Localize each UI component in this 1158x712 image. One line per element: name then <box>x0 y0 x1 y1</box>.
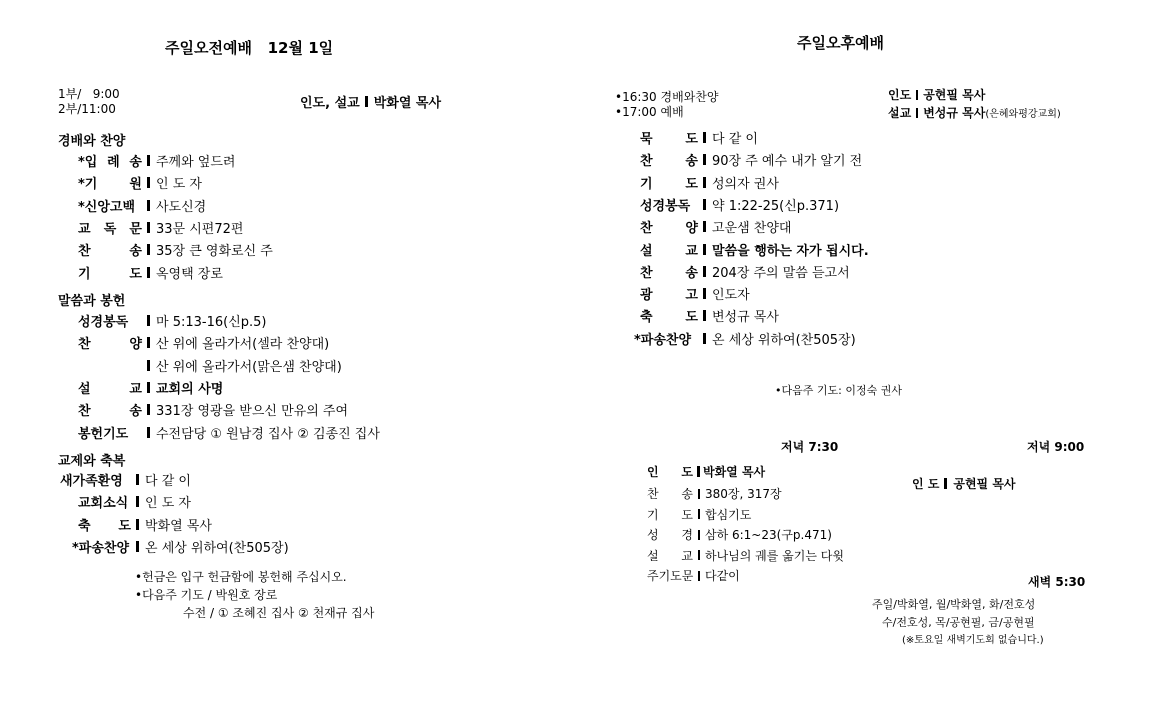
order-item-label: 찬 양 <box>640 221 698 237</box>
order-item <box>78 196 206 215</box>
order-item-label: 새가족환영 <box>60 474 123 489</box>
afternoon-leader-value: 공현필 목사 <box>923 88 986 102</box>
order-item <box>647 526 832 543</box>
divider-bar <box>703 154 706 165</box>
order-item-label: 광 고 <box>640 288 698 304</box>
order-item-value: 산 위에 올라가서(맑은샘 찬양대) <box>156 359 342 375</box>
order-item-value: 교회의 사명 <box>156 381 224 397</box>
order-item-label: 기 도 <box>640 176 698 192</box>
order-item-label: *입 례 송 <box>78 155 142 170</box>
divider-bar <box>147 177 150 188</box>
order-item-value: 주께와 엎드려 <box>156 155 236 170</box>
order-item <box>647 567 740 584</box>
order-item <box>78 151 235 170</box>
order-item-label: 기 도 <box>78 266 142 282</box>
order-item-value: 마 5:13-16(신p.5) <box>156 315 267 330</box>
order-item-value: 인 도 자 <box>145 496 191 512</box>
order-item <box>640 195 839 214</box>
order-item-value: 하나님의 궤를 옮기는 다윗 <box>705 548 844 563</box>
order-item <box>647 485 782 502</box>
section-word: 말씀과 봉헌 <box>58 294 126 309</box>
order-item-value: 331장 영광을 받으신 만유의 주여 <box>156 404 349 420</box>
order-item <box>78 311 266 330</box>
afternoon-preacher-value: 변성규 목사 <box>923 106 986 120</box>
divider-bar <box>147 404 150 415</box>
order-item <box>640 306 779 325</box>
order-item-value: 204장 주의 말씀 듣고서 <box>712 265 850 281</box>
order-item-value: 다같이 <box>705 569 740 583</box>
order-item-label: 묵 도 <box>640 132 698 147</box>
order-item-value: 삼하 6:1~23(구p.471) <box>705 528 832 542</box>
evening-730-leader-value: 박화열 목사 <box>703 465 766 479</box>
section-fellowship: 교제와 축복 <box>58 454 126 469</box>
order-item <box>78 333 329 352</box>
divider-bar <box>703 199 706 210</box>
divider-bar <box>147 360 150 371</box>
order-item-label: 성 경 <box>647 528 693 542</box>
order-item <box>78 173 202 192</box>
order-item <box>634 329 856 348</box>
evening-900-title: 저녁 9:00 <box>1027 440 1085 454</box>
order-item <box>78 263 223 282</box>
divider-bar <box>703 333 706 344</box>
order-item <box>640 217 791 236</box>
dawn-line-1: 주일/박화열, 월/박화열, 화/전호성 <box>872 598 1036 611</box>
order-item-value: 박화열 목사 <box>145 518 212 534</box>
divider-bar <box>147 382 150 393</box>
afternoon-service-title: 주일오후예배 <box>797 34 884 52</box>
order-item-value: 사도신경 <box>156 199 207 215</box>
order-item-value: 산 위에 올라가서(셀라 찬양대) <box>156 337 330 353</box>
order-item-value: 380장, 317장 <box>705 487 782 501</box>
order-item-value: 말씀을 행하는 자가 됩시다. <box>712 243 869 259</box>
afternoon-time-1: •16:30 경배와찬양 <box>615 90 719 104</box>
leader-value: 박화열 목사 <box>373 96 442 111</box>
order-item-value: 약 1:22-25(신p.371) <box>712 198 840 214</box>
divider-bar <box>703 244 706 255</box>
morning-leader <box>300 92 441 111</box>
dawn-line-3: (※토요일 새벽기도회 없습니다.) <box>902 635 1044 646</box>
order-item <box>640 128 758 147</box>
order-item-value: 다 같 이 <box>712 132 758 147</box>
order-item <box>640 284 750 303</box>
evening-900-leader-value: 공현필 목사 <box>953 477 1016 491</box>
divider-bar <box>147 337 150 348</box>
evening-900-leader-label: 인 도 <box>912 477 940 491</box>
afternoon-next-prayer: •다음주 기도: 이정숙 권사 <box>775 384 902 397</box>
order-item-value: 온 세상 위하여(찬505장) <box>712 332 856 348</box>
divider-bar <box>944 478 947 489</box>
order-item <box>640 262 850 281</box>
evening-730-title: 저녁 7:30 <box>781 440 839 454</box>
morning-service-title: 주일오전예배 12월 1일 <box>165 39 334 57</box>
order-item-value: 인 도 자 <box>156 177 202 193</box>
evening-900-leader <box>912 475 1016 492</box>
order-item <box>78 492 191 511</box>
order-item <box>640 150 862 169</box>
divider-bar <box>147 267 150 278</box>
order-item-label: *파송찬양 <box>72 540 130 556</box>
order-item-value: 합심기도 <box>705 507 752 522</box>
order-item-label: 설 교 <box>78 381 142 397</box>
order-item <box>78 515 212 534</box>
divider-bar <box>698 489 700 499</box>
afternoon-preacher-label: 설교 <box>888 106 912 120</box>
order-item-value: 수전담당 ① 원남경 집사 ② 김종진 집사 <box>156 426 380 442</box>
order-item-label: *파송찬양 <box>634 332 692 348</box>
order-item-value: 다 같 이 <box>145 474 191 489</box>
dawn-line-2: 수/전호성, 목/공현필, 금/공현필 <box>882 616 1035 629</box>
order-item-label: 성경봉독 <box>78 315 129 330</box>
evening-730-leader-label: 인 도 <box>647 465 693 479</box>
offering-duty-note: 수전 / ① 조혜진 집사 ② 천재규 집사 <box>183 606 375 620</box>
divider-bar <box>916 90 918 100</box>
divider-bar <box>147 155 150 166</box>
order-item <box>78 240 273 259</box>
divider-bar <box>136 519 139 530</box>
divider-bar <box>703 132 706 143</box>
order-item-label: 설 교 <box>640 243 698 259</box>
divider-bar <box>698 509 700 519</box>
order-item-label: 주기도문 <box>647 569 694 583</box>
divider-bar <box>697 466 700 477</box>
order-item <box>78 356 342 375</box>
divider-bar <box>698 530 700 540</box>
divider-bar <box>136 496 139 507</box>
order-item-label: 찬 송 <box>78 404 142 420</box>
order-item-label: *신앙고백 <box>78 199 136 215</box>
order-item-label: 교회소식 <box>78 496 129 512</box>
order-item-value: 35장 큰 영화로신 주 <box>156 244 273 260</box>
afternoon-time-2: •17:00 예배 <box>615 105 684 119</box>
service-time-1: 1부/ 9:00 <box>58 87 120 101</box>
order-item-value: 33문 시편72편 <box>156 221 244 237</box>
service-time-2: 2부/11:00 <box>58 102 116 116</box>
divider-bar <box>698 550 700 560</box>
evening-730-leader <box>647 463 765 480</box>
order-item-label: 교 독 문 <box>78 221 142 237</box>
afternoon-preacher <box>888 104 1061 121</box>
order-item-label: *기 원 <box>78 177 142 193</box>
order-item <box>640 240 869 259</box>
divider-bar <box>147 222 150 233</box>
divider-bar <box>703 221 706 232</box>
divider-bar <box>136 541 139 552</box>
order-item-label: 축 도 <box>640 310 698 326</box>
afternoon-leader-label: 인도 <box>888 88 912 102</box>
divider-bar <box>147 427 150 438</box>
order-item-label: 기 도 <box>647 507 693 522</box>
leader-label: 인도, 설교 <box>300 96 360 111</box>
order-item <box>78 218 243 237</box>
next-prayer-note: •다음주 기도 / 박원호 장로 <box>135 588 278 602</box>
order-item-label: 찬 양 <box>78 337 142 353</box>
order-item-value: 온 세상 위하여(찬505장) <box>145 540 289 556</box>
order-item-value: 변성규 목사 <box>712 310 779 326</box>
order-item-label: 찬 송 <box>78 244 142 260</box>
order-item-label: 찬 송 <box>640 154 698 170</box>
order-item-label: 찬 송 <box>647 487 693 501</box>
divider-bar <box>147 200 150 211</box>
divider-bar <box>147 244 150 255</box>
offering-note: •헌금은 입구 헌금함에 봉헌해 주십시오. <box>135 570 347 584</box>
order-item <box>78 400 348 419</box>
order-item <box>78 378 223 397</box>
order-item <box>640 173 779 192</box>
section-worship: 경배와 찬양 <box>58 134 126 149</box>
divider-bar <box>916 108 918 118</box>
order-item <box>72 537 289 556</box>
divider-bar <box>703 177 706 188</box>
order-item-value: 인도자 <box>712 288 750 304</box>
order-item-value: 고운샘 찬양대 <box>712 221 792 237</box>
order-item-label: 찬 송 <box>640 265 698 281</box>
order-item-label: 봉헌기도 <box>78 426 129 442</box>
order-item-value: 90장 주 예수 내가 알기 전 <box>712 154 863 170</box>
order-item-label: 성경봉독 <box>640 198 691 214</box>
divider-bar <box>703 266 706 277</box>
divider-bar <box>136 474 139 485</box>
order-item-value: 성의자 권사 <box>712 176 779 192</box>
divider-bar <box>147 315 150 326</box>
order-item-label: 설 교 <box>647 548 693 563</box>
divider-bar <box>703 288 706 299</box>
order-item <box>78 423 380 442</box>
divider-bar <box>365 96 368 107</box>
order-item <box>647 547 844 564</box>
order-item-value: 옥영택 장로 <box>156 266 223 282</box>
dawn-title: 새벽 5:30 <box>1028 575 1086 589</box>
afternoon-leader <box>888 86 985 103</box>
afternoon-preacher-church: (은혜와평강교회) <box>985 109 1061 120</box>
divider-bar <box>703 310 706 321</box>
order-item <box>647 506 751 523</box>
order-item <box>60 470 191 489</box>
order-item-label: 축 도 <box>78 518 131 534</box>
divider-bar <box>698 571 700 581</box>
